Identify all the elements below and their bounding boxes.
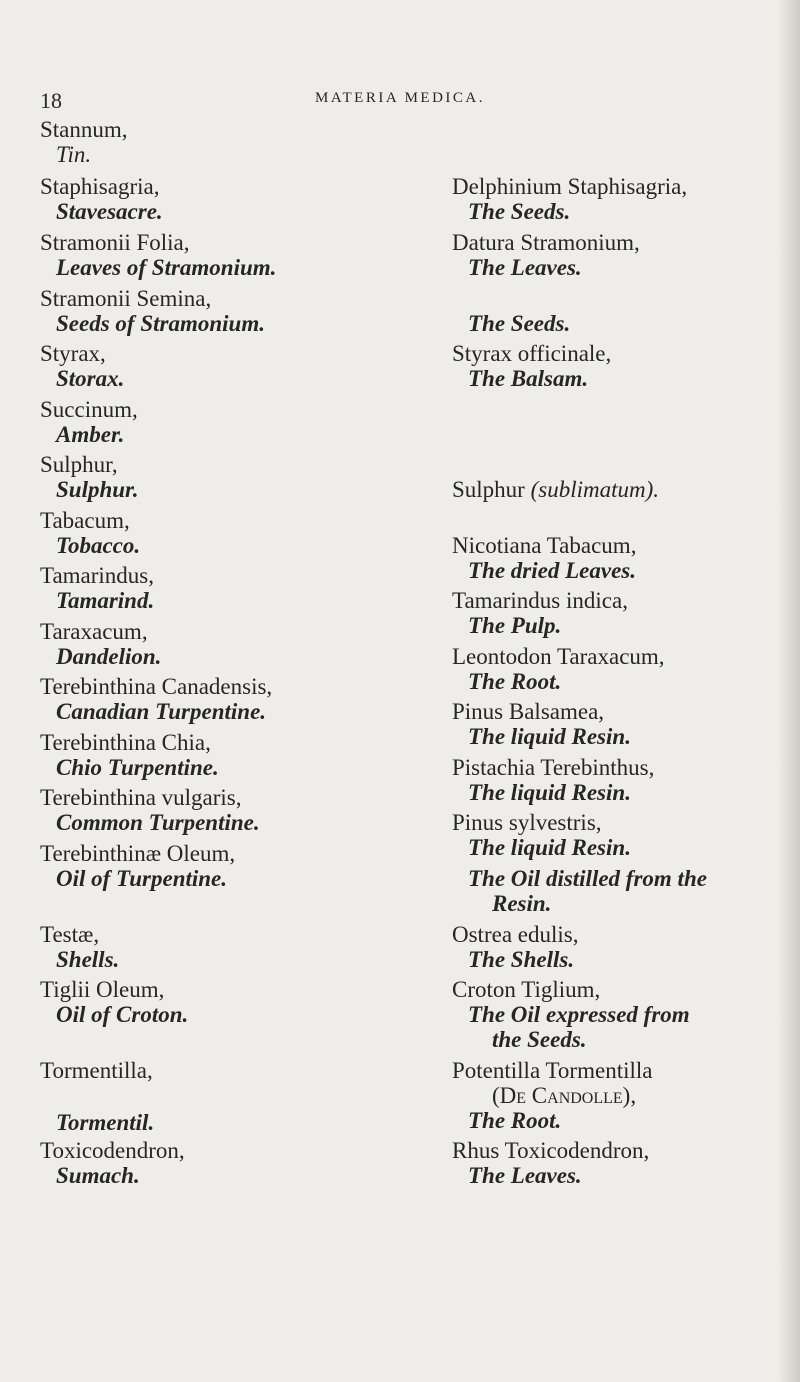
- part-used-continued: the Seeds.: [492, 1027, 587, 1052]
- english-name: Sulphur.: [56, 477, 139, 502]
- english-name: Common Turpentine.: [56, 810, 260, 835]
- officinal-name: Tiglii Oleum,: [40, 977, 165, 1002]
- source-name: Tamarindus indica,: [452, 588, 628, 613]
- source-entry: [452, 477, 659, 502]
- officinal-entry: [40, 563, 154, 613]
- running-title: MATERIA MEDICA.: [314, 90, 485, 106]
- officinal-entry: [40, 1138, 185, 1188]
- part-used: The Seeds.: [468, 199, 571, 224]
- source-entry: [452, 341, 611, 391]
- source-entry: [452, 311, 570, 336]
- officinal-name: Terebinthina Chia,: [40, 730, 211, 755]
- officinal-entry: [40, 619, 161, 669]
- officinal-name: Tabacum,: [40, 508, 130, 533]
- officinal-entry: [40, 1058, 153, 1083]
- english-name: Tin.: [56, 142, 92, 167]
- part-used: The Oil distilled from the: [468, 866, 707, 891]
- officinal-name: Terebinthina vulgaris,: [40, 785, 242, 810]
- source-entry: [452, 230, 640, 280]
- english-name: Chio Turpentine.: [56, 755, 219, 780]
- officinal-name: Sulphur,: [40, 452, 118, 477]
- officinal-entry: [40, 508, 140, 558]
- english-name: Leaves of Stramonium.: [56, 255, 277, 280]
- officinal-name: Stramonii Folia,: [40, 230, 190, 255]
- part-used: The Leaves.: [468, 1163, 582, 1188]
- english-name: Canadian Turpentine.: [56, 699, 267, 724]
- english-name: Stavesacre.: [56, 199, 163, 224]
- part-used: The Balsam.: [468, 366, 589, 391]
- officinal-name: Toxicodendron,: [40, 1138, 185, 1163]
- source-entry: [452, 977, 690, 1052]
- officinal-entry: [40, 674, 272, 724]
- part-used: The Shells.: [468, 947, 575, 972]
- source-name: Delphinium Staphisagria,: [452, 174, 688, 199]
- part-used: The liquid Resin.: [468, 835, 631, 860]
- officinal-column: [40, 117, 128, 167]
- source-name: Croton Tiglium,: [452, 977, 601, 1002]
- source-name: Pinus sylvestris,: [452, 810, 602, 835]
- officinal-name: Staphisagria,: [40, 174, 160, 199]
- part-used: The Leaves.: [468, 255, 582, 280]
- officinal-name: Stramonii Semina,: [40, 286, 212, 311]
- part-used: The liquid Resin.: [468, 724, 631, 749]
- source-name: Styrax officinale,: [452, 341, 612, 366]
- english-name: Tobacco.: [56, 533, 141, 558]
- officinal-name: Taraxacum,: [40, 619, 148, 644]
- source-entry: [452, 533, 636, 583]
- english-name: Tamarind.: [56, 588, 155, 613]
- source-name: Datura Stramonium,: [452, 230, 640, 255]
- source-entry: [452, 174, 687, 224]
- part-used-continued: Resin.: [492, 891, 552, 916]
- officinal-entry: [40, 341, 124, 391]
- source-entry: [452, 922, 578, 972]
- officinal-name: Styrax,: [40, 341, 106, 366]
- officinal-name: Terebinthinæ Oleum,: [40, 841, 236, 866]
- source-name: Pinus Balsamea,: [452, 699, 605, 724]
- source-entry: [452, 644, 665, 694]
- source-authority: (De Candolle),: [492, 1083, 637, 1108]
- officinal-entry: [40, 730, 219, 780]
- source-name: Rhus Toxicodendron,: [452, 1138, 650, 1163]
- part-used: The dried Leaves.: [468, 558, 636, 583]
- part-used: The Root.: [468, 669, 562, 694]
- source-entry: [452, 755, 654, 805]
- part-used: The Seeds.: [468, 311, 571, 336]
- source-name: Pistachia Terebinthus,: [452, 755, 655, 780]
- source-entry: [452, 1058, 652, 1133]
- officinal-name: Tamarindus,: [40, 563, 155, 588]
- officinal-entry: [40, 977, 188, 1027]
- officinal-name: Tormentilla,: [40, 1058, 153, 1083]
- source-name: Ostrea edulis,: [452, 922, 579, 947]
- source-name: Nicotiana Tabacum,: [452, 533, 637, 558]
- english-name: Dandelion.: [56, 644, 162, 669]
- officinal-name: Terebinthina Canadensis,: [40, 674, 273, 699]
- english-name: Seeds of Stramonium.: [56, 311, 265, 336]
- page-number: 18: [40, 88, 62, 113]
- part-used: The Oil expressed from: [468, 1002, 690, 1027]
- source-entry: [452, 810, 631, 860]
- part-used: The Root.: [468, 1108, 562, 1133]
- english-name: Storax.: [56, 366, 125, 391]
- source-name: Sulphur: [452, 477, 525, 502]
- page-edge-shadow: [778, 0, 800, 1382]
- officinal-entry: [40, 785, 260, 835]
- english-name: Amber.: [56, 422, 125, 447]
- source-entry: [452, 1138, 649, 1188]
- officinal-entry: [40, 922, 119, 972]
- officinal-entry-english: [40, 1110, 154, 1135]
- english-name: Oil of Turpentine.: [56, 866, 228, 891]
- part-used: (sublimatum).: [530, 477, 660, 502]
- english-name: Sumach.: [56, 1163, 140, 1188]
- english-name: Oil of Croton.: [56, 1002, 189, 1027]
- english-name: Tormentil.: [56, 1110, 155, 1135]
- part-used: The liquid Resin.: [468, 780, 631, 805]
- part-used: The Pulp.: [468, 613, 562, 638]
- officinal-name: Stannum,: [40, 117, 128, 142]
- officinal-entry: [40, 174, 163, 224]
- officinal-entry: [40, 286, 265, 336]
- officinal-entry: [40, 397, 138, 447]
- english-name: Shells.: [56, 947, 120, 972]
- officinal-entry: [40, 452, 139, 502]
- source-name: Potentilla Tormentilla: [452, 1058, 653, 1083]
- source-entry: [452, 866, 707, 916]
- source-name: Leontodon Taraxacum,: [452, 644, 665, 669]
- officinal-entry: [40, 841, 235, 891]
- officinal-name: Testæ,: [40, 922, 100, 947]
- officinal-entry: [40, 230, 276, 280]
- officinal-name: Succinum,: [40, 397, 138, 422]
- source-entry: [452, 699, 631, 749]
- source-entry: [452, 588, 628, 638]
